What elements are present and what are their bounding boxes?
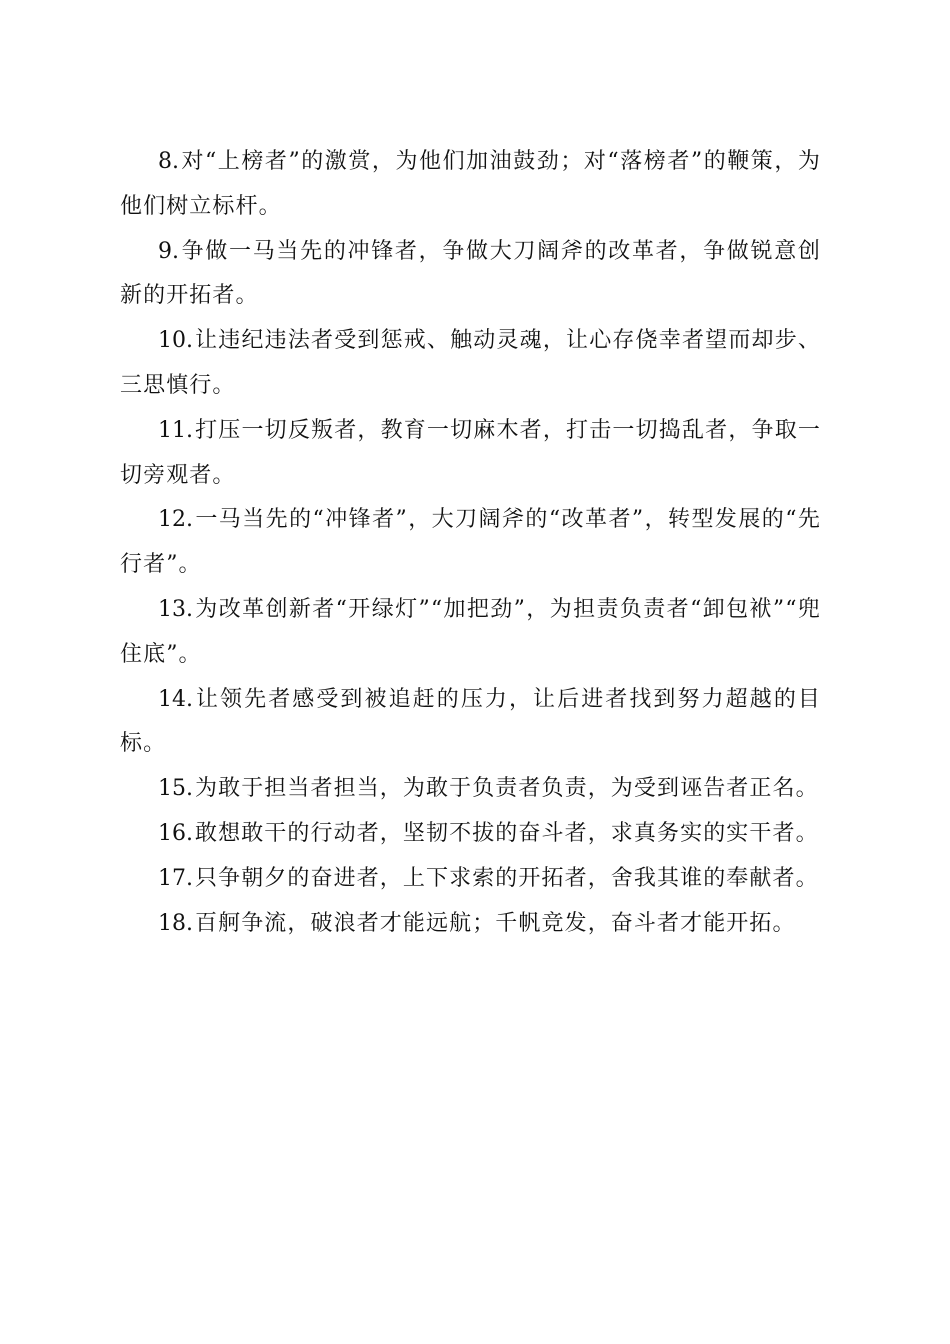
item-text: 为敢于担当者担当，为敢于负责者负责，为受到诬告者正名。: [195, 776, 819, 802]
item-text: 敢想敢干的行动者，坚韧不拔的奋斗者，求真务实的实干者。: [195, 820, 819, 846]
item-number: 14.: [158, 686, 193, 712]
item-number: 10.: [158, 328, 193, 354]
item-number: 17.: [158, 865, 193, 891]
item-text: 让领先者感受到被追赶的压力，让后进者找到努力超越的目标。: [120, 686, 821, 757]
list-item-17: [120, 857, 821, 902]
list-item-8: [120, 140, 821, 230]
list-item-16: [120, 812, 821, 857]
item-number: 15.: [158, 776, 193, 802]
list-item-15: [120, 767, 821, 812]
list-item-11: [120, 409, 821, 499]
list-item-10: [120, 319, 821, 409]
item-text: 打压一切反叛者，教育一切麻木者，打击一切捣乱者，争取一切旁观者。: [120, 417, 821, 488]
item-text: 只争朝夕的奋进者，上下求索的开拓者，舍我其谁的奉献者。: [195, 865, 819, 891]
item-text: 让违纪违法者受到惩戒、触动灵魂，让心存侥幸者望而却步、三思慎行。: [120, 328, 821, 398]
list-item-18: [120, 902, 821, 947]
item-number: 13.: [158, 596, 193, 622]
item-number: 11.: [158, 417, 193, 443]
item-number: 18.: [158, 910, 193, 936]
document-body: [120, 140, 821, 946]
list-item-9: [120, 230, 821, 320]
item-number: 8.: [158, 149, 179, 174]
item-text: 对“上榜者”的激赏，为他们加油鼓劲；对“落榜者”的鞭策，为他们树立标杆。: [120, 149, 821, 219]
item-number: 12.: [158, 507, 193, 533]
item-number: 9.: [158, 238, 179, 264]
item-text: 百舸争流，破浪者才能远航；千帆竞发，奋斗者才能开拓。: [195, 910, 796, 936]
item-number: 16.: [158, 820, 193, 846]
item-text: 一马当先的“冲锋者”，大刀阔斧的“改革者”，转型发展的“先行者”。: [120, 507, 821, 578]
list-item-13: [120, 588, 821, 678]
list-item-14: [120, 678, 821, 768]
item-text: 争做一马当先的冲锋者，争做大刀阔斧的改革者，争做锐意创新的开拓者。: [120, 238, 821, 309]
list-item-12: [120, 498, 821, 588]
item-text: 为改革创新者“开绿灯”“加把劲”，为担责负责者“卸包袱”“兜住底”。: [120, 596, 821, 667]
